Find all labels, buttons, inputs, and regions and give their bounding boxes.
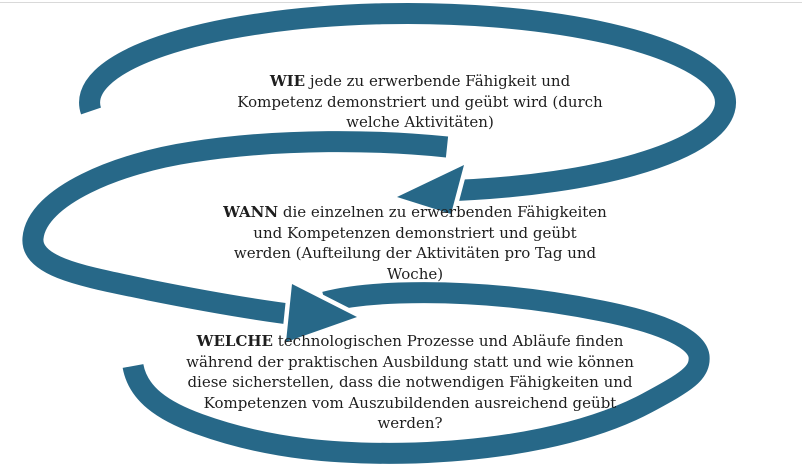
loop-wie-line-3: welche Aktivitäten) — [346, 113, 494, 131]
loop-welche-line-1: WELCHE technologischen Prozesse und Abläufe finden — [196, 332, 624, 350]
loop-wie-keyword: WIE — [269, 72, 306, 90]
loop-wann-line-2: und Kompetenzen demonstriert und geübt — [253, 223, 577, 242]
loop-welche-line-2: während der praktischen Ausbildung statt und wie können — [186, 352, 634, 371]
loop-wann-line-3: werden (Aufteilung der Aktivitäten pro Tag und — [233, 244, 597, 262]
loop-wie-label — [120, 71, 720, 133]
loop-welche-keyword: WELCHE — [196, 332, 273, 350]
loop-welche-line-5: werden? — [377, 414, 443, 432]
loop-wann-keyword: WANN — [223, 203, 279, 221]
loop-wie-line-1: WIE jede zu erwerbende Fähigkeit und — [269, 72, 571, 90]
loop-wann-line-1: WANN die einzelnen zu erwerbenden Fähigkeiten — [223, 203, 607, 221]
loop-wann-label — [115, 202, 715, 284]
loop-welche-line-4: Kompetenzen vom Auszubildenden ausreichend geübt — [203, 393, 617, 412]
loop-welche-label — [110, 331, 710, 434]
loop-wie-line-2: Kompetenz demonstriert und geübt wird (durch — [237, 92, 603, 111]
loop-welche-line-3: diese sicherstellen, dass die notwendigen Fähigkeiten und — [187, 373, 633, 391]
loop-wann-line-4: Woche) — [386, 264, 444, 283]
